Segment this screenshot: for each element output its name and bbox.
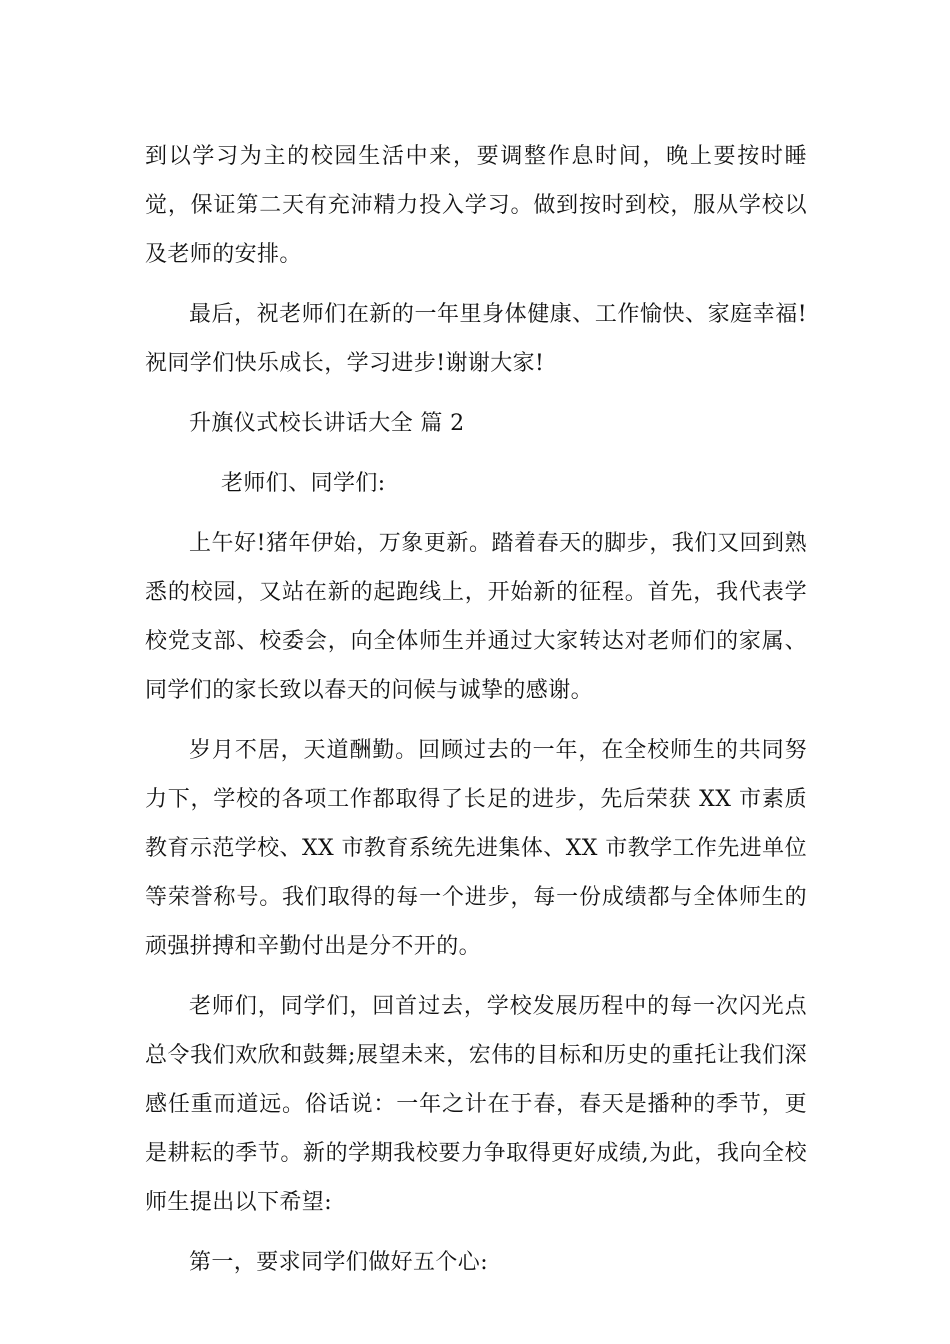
salutation: 老师们、同学们:: [221, 471, 386, 496]
document-body: [145, 132, 807, 1287]
paragraph-first-point: 第一，要求同学们做好五个心:: [189, 1250, 489, 1275]
paragraph-continuation: 到以学习为主的校园生活中来，要调整作息时间，晚上要按时睡觉，保证第二天有充沛精力投入学习。做到按时到校，服从学校以及老师的安排。: [145, 144, 807, 267]
section-heading: 升旗仪式校长讲话大全 篇 2: [189, 411, 465, 436]
paragraph-outlook: 老师们，同学们，回首过去，学校发展历程中的每一次闪光点总令我们欢欣和鼓舞;展望未来，宏伟的目标和历史的重托让我们深感任重而道远。俗话说：一年之计在于春，春天是播种的季节，更是耕耘的季节。新的学期我校要力争取得更好成绩,为此，我向全校师生提出以下希望:: [145, 994, 807, 1215]
paragraph-review: 岁月不居，天道酬勤。回顾过去的一年，在全校师生的共同努力下，学校的各项工作都取得了长足的进步，先后荣获 XX 市素质教育示范学校、XX 市教育系统先进集体、XX 市教学工作先进单位等荣誉称号。我们取得的每一个进步，每一份成绩都与全体师生的顽强拼搏和辛勤付出是分不开的。: [145, 738, 807, 959]
paragraph-greeting: 上午好!猪年伊始，万象更新。踏着春天的脚步，我们又回到熟悉的校园，又站在新的起跑线上，开始新的征程。首先，我代表学校党支部、校委会，向全体师生并通过大家转达对老师们的家属、同学们的家长致以春天的问候与诚挚的感谢。: [145, 531, 807, 703]
paragraph-closing-wishes: 最后，祝老师们在新的一年里身体健康、工作愉快、家庭幸福!祝同学们快乐成长，学习进步!谢谢大家!: [145, 302, 807, 376]
